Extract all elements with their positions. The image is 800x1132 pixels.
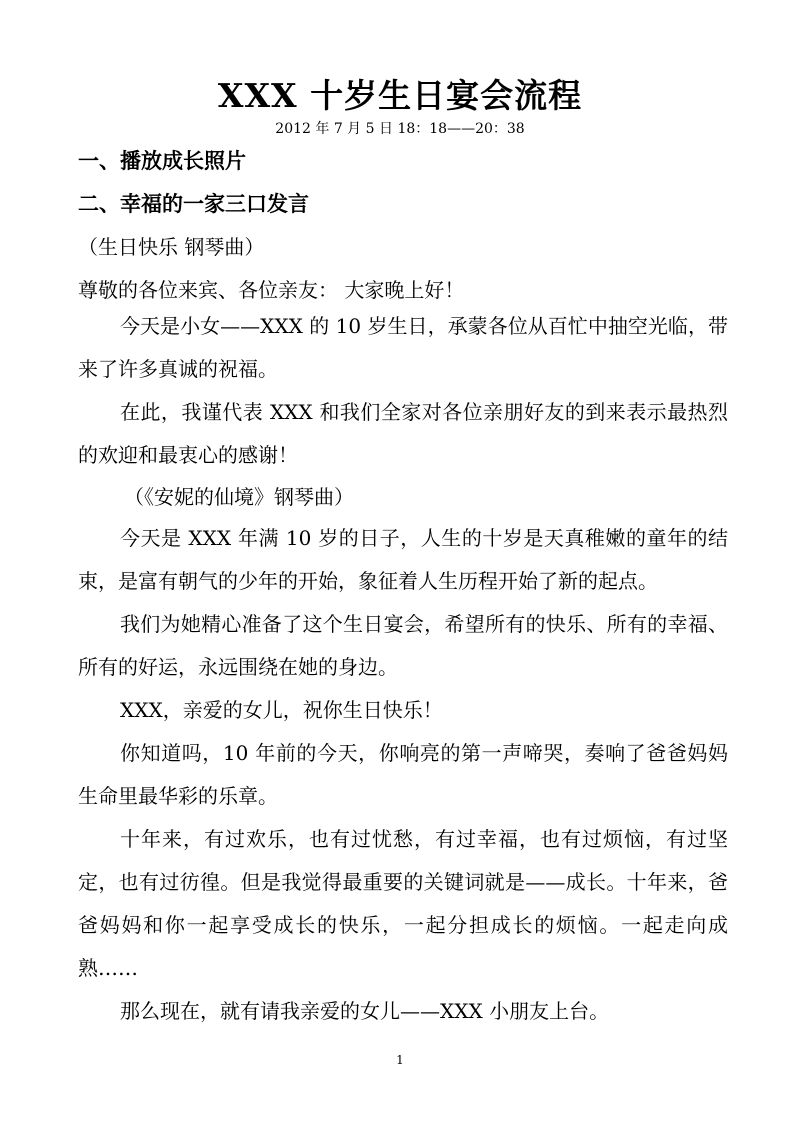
paragraph-welcome: 今天是小女——XXX 的 10 岁生日，承蒙各位从百忙中抽空光临，带来了许多真诚的祝福。: [78, 314, 728, 381]
greeting-line: 尊敬的各位来宾、各位亲友： 大家晚上好！: [78, 278, 465, 302]
document-title: XXX 十岁生日宴会流程: [217, 76, 583, 115]
paragraph-thanks: 在此，我谨代表 XXX 和我们全家对各位亲朋好友的到来表示最热烈的欢迎和最衷心的感谢！: [78, 400, 728, 467]
section-heading-family-speech: 二、幸福的一家三口发言: [78, 191, 309, 216]
section-heading-photos: 一、播放成长照片: [78, 148, 246, 173]
event-date-time: 2012 年 7 月 5 日 18：18——20：38: [275, 121, 525, 137]
paragraph-growth: 十年来，有过欢乐，也有过忧愁，有过幸福，也有过烦恼，有过坚定，也有过彷徨。但是我觉得最重要的关键词就是——成长。十年来，爸爸妈妈和你一起享受成长的快乐，一起分担成长的烦恼。一起走向成熟……: [78, 827, 728, 980]
paragraph-birthday-party: 我们为她精心准备了这个生日宴会，希望所有的快乐、所有的幸福、所有的好运，永远围绕在她的身边。: [78, 612, 728, 679]
music-note-annie-wonderland: （《安妮的仙境》钢琴曲）: [124, 485, 354, 509]
paragraph-ten-years: 今天是 XXX 年满 10 岁的日子，人生的十岁是天真稚嫩的童年的结束，是富有朝气的少年的开始，象征着人生历程开始了新的起点。: [78, 526, 728, 593]
page-number: 1: [396, 1053, 404, 1067]
paragraph-first-cry: 你知道吗，10 年前的今天，你响亮的第一声啼哭，奏响了爸爸妈妈生命里最华彩的乐章。: [78, 741, 728, 808]
paragraph-dear-daughter: XXX，亲爱的女儿，祝你生日快乐！: [120, 698, 443, 722]
paragraph-invite-daughter: 那么现在，就有请我亲爱的女儿——XXX 小朋友上台。: [120, 999, 610, 1023]
music-note-happy-birthday: （生日快乐 钢琴曲）: [78, 235, 265, 259]
